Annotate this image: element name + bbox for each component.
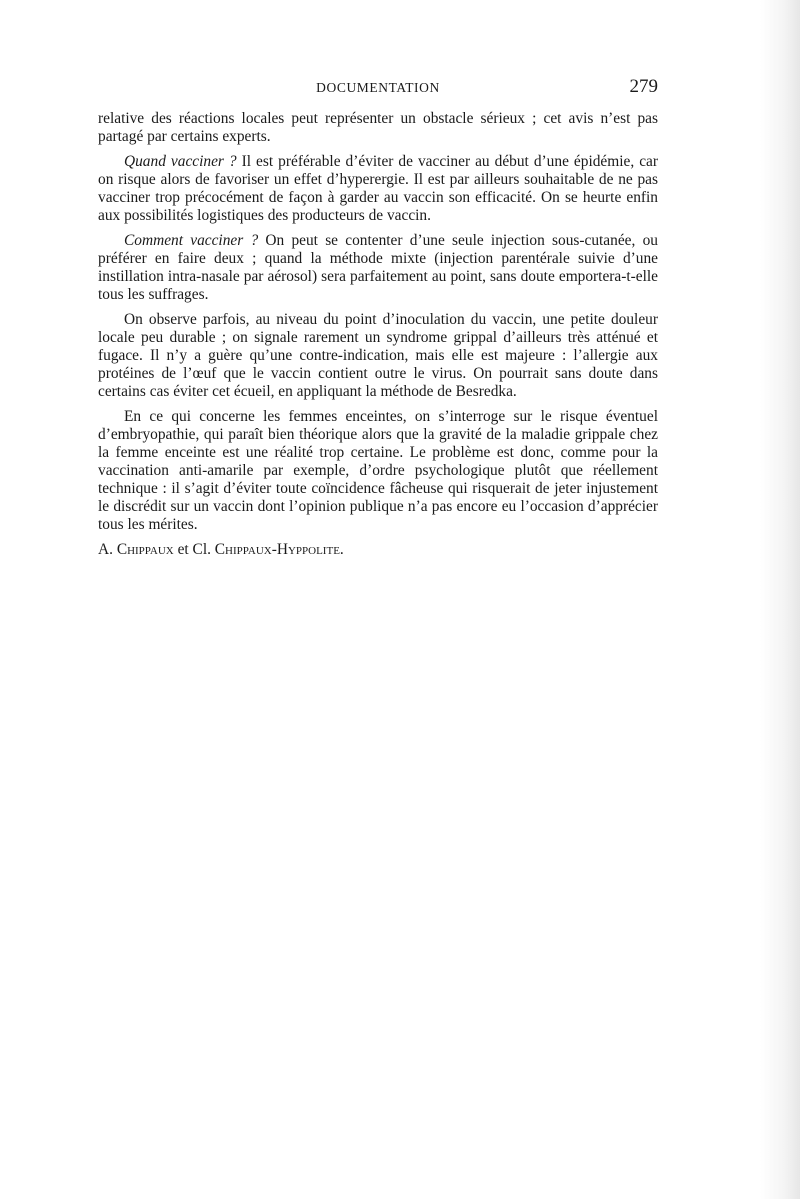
paragraph-text: On peut se contenter d’une seule injection sous-cutanée, ou préférer en faire deux ; quand la méthode mixte (injection parentérale suivie d’une instillation intra-nasale par aérosol) sera parfaitement au point, sans doute emportera-t-elle tous les suffrages. [98,232,658,303]
signature-author-1: Chippaux [116,541,174,558]
signature-author-2: Chippaux-Hyppolite [214,541,340,558]
running-head: DOCUMENTATION [316,80,440,95]
paragraph-side-effects [98,311,658,401]
paragraph-lead: Comment vacciner ? [124,232,259,249]
signature-period: . [339,541,344,558]
signature-joiner: et Cl. [173,541,215,558]
paragraph-how-to-vaccinate [98,232,658,304]
signature-initial: A. [98,541,117,558]
page-edge-shading [760,0,800,1199]
page-number: 279 [629,76,658,97]
paragraph-text: On observe parfois, au niveau du point d’inoculation du vaccin, une petite douleur locale peu durable ; on signale rarement un syndrome grippal d’ailleurs très atténué et fugace. Il n’y a guère qu’une contre-indication, mais elle est majeure : l’allergie aux protéines de l’œuf que le vaccin contient outre le virus. On pourrait sans doute dans certains cas éviter cet écueil, en appliquant la méthode de Besredka. [98,311,658,400]
paragraph-pregnant-women [98,408,658,534]
paragraph-text: En ce qui concerne les femmes enceintes, on s’interroge sur le risque éventuel d’embryopathie, qui paraît bien théorique alors que la gravité de la maladie grippale chez la femme enceinte est une réalité trop certaine. Le problème est donc, comme pour la vaccination anti-amarile par exemple, d’ordre psychologique plutôt que réellement technique : il s’agit d’éviter toute coïncidence fâcheuse qui risquerait de jeter injustement le discrédit sur un vaccin dont l’opinion publique n’a pas encore eu l’occasion d’apprécier tous les mérites. [98,408,658,533]
page-header [98,76,658,100]
paragraph-when-to-vaccinate [98,153,658,225]
author-signature [98,541,658,559]
paragraph-lead: Quand vacciner ? [124,153,237,170]
article-body [98,110,658,566]
paragraph-text: Il est préférable d’éviter de vacciner au début d’une épidémie, car on risque alors de favoriser un effet d’hyperergie. Il est par ailleurs souhaitable de ne pas vacciner trop précocément de façon à garder au vaccin son efficacité. On se heurte enfin aux possibilités logistiques des producteurs de vaccin. [98,153,658,224]
paragraph-continuation [98,110,658,146]
paragraph-text: relative des réactions locales peut représenter un obstacle sérieux ; cet avis n’est pas partagé par certains experts. [98,110,658,145]
